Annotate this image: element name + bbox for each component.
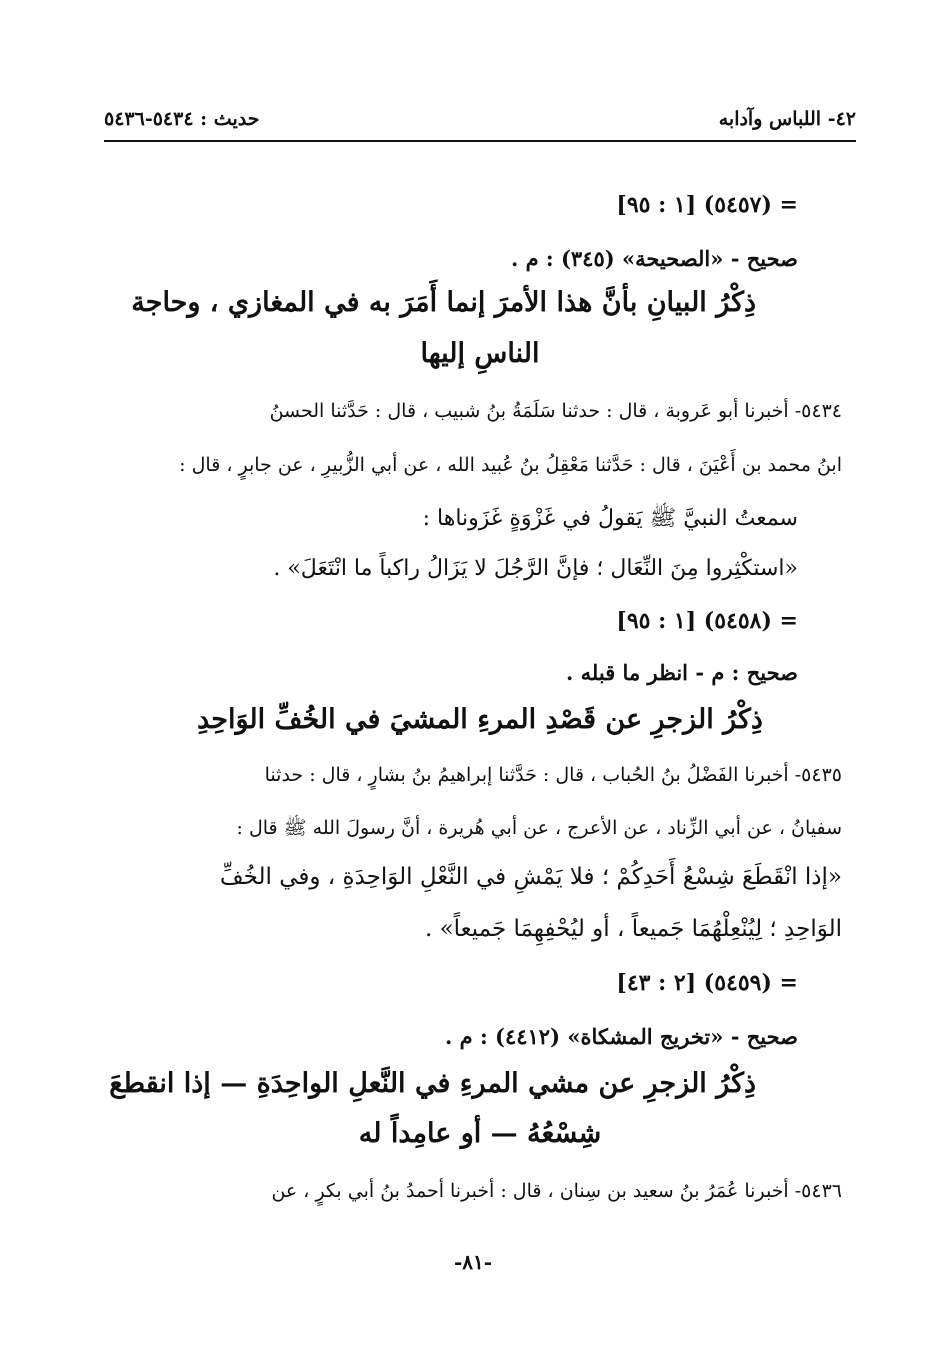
hadith-matn-line: «استكْثِروا مِنَ النِّعَال ؛ فإنَّ الرَّجُلَ لا يَزَالُ راكباً ما انْتَعَلَ» .	[273, 556, 798, 581]
hadith-text-line: ابنُ محمد بن أَعْيَنَ ، قال : حَدَّثنا مَعْقِلُ بنُ عُبيد الله ، عن أبي الزُّبيرِ ، عن جابرٍ ، قال :	[179, 454, 842, 476]
header-rule	[104, 140, 856, 142]
reference-line: = (٥٤٥٨) [١ : ٩٥]	[616, 608, 798, 634]
hadith-text-line: ٥٤٣٥- أخبرنا الفَضْلُ بنُ الحُباب ، قال : حَدَّثنا إبراهيمُ بنُ بشارٍ ، قال : حدثنا	[264, 764, 842, 786]
grading-line: صحيح - «الصحيحة» (٣٤٥) : م .	[510, 246, 798, 271]
hadith-matn-line: الوَاحِدِ ؛ لِيُنْعِلْهُمَا جَميعاً ، أو ليُحْفِهِمَا جَميعاً» .	[424, 916, 842, 942]
reference-line: = (٥٤٥٩) [٢ : ٤٣]	[616, 970, 798, 996]
section-heading: ذِكْرُ البيانِ بأنَّ هذا الأمرَ إنما أَمَرَ به في المغازي ، وحاجة	[131, 287, 756, 318]
section-heading-cont: شِسْعُهُ — أو عامِداً له	[358, 1118, 602, 1149]
hadith-text-line: ٥٤٣٤- أخبرنا أبو عَروبة ، قال : حدثنا سَلَمَةُ بنُ شبيب ، قال : حَدَّثنا الحسنُ	[269, 400, 842, 422]
section-heading-cont: الناسِ إليها	[420, 338, 540, 369]
grading-line: صحيح - «تخريج المشكاة» (٤٤١٢) : م .	[445, 1024, 798, 1049]
page-header	[104, 102, 856, 142]
reference-line: = (٥٤٥٧) [١ : ٩٥]	[616, 192, 798, 218]
hadith-text-line: سمعتُ النبيَّ ﷺ يَقولُ في غَزْوَةٍ غَزَوناها :	[422, 506, 798, 531]
grading-line: صحيح : م - انظر ما قبله .	[566, 660, 798, 685]
hadith-text-line: ٥٤٣٦- أخبرنا عُمَرُ بنُ سعيد بن سِنان ، قال : أخبرنا أحمدُ بنُ أبي بكرٍ ، عن	[271, 1180, 842, 1202]
section-heading: ذِكْرُ الزجرِ عن قَصْدِ المرءِ المشيَ في الخُفِّ الوَاحِدِ	[197, 704, 763, 735]
hadith-range: حديث : ٥٤٣٤-٥٤٣٦	[104, 108, 260, 130]
chapter-title: ٤٢- اللباس وآدابه	[718, 108, 856, 130]
hadith-text-line: سفيانُ ، عن أبي الزِّناد ، عن الأعرج ، عن أبي هُريرة ، أنَّ رسولَ الله ﷺ قال :	[236, 817, 842, 839]
page-number: -٨١-	[453, 1250, 493, 1274]
hadith-matn-line: «إذا انْقَطَعَ شِسْعُ أَحَدِكُمْ ؛ فلا يَمْشِ في النَّعْلِ الوَاحِدَةِ ، وفي الخُفِّ	[219, 864, 842, 890]
section-heading: ذِكْرُ الزجرِ عن مشي المرءِ في النَّعلِ الواحِدَةِ — إذا انقطعَ	[109, 1068, 756, 1099]
